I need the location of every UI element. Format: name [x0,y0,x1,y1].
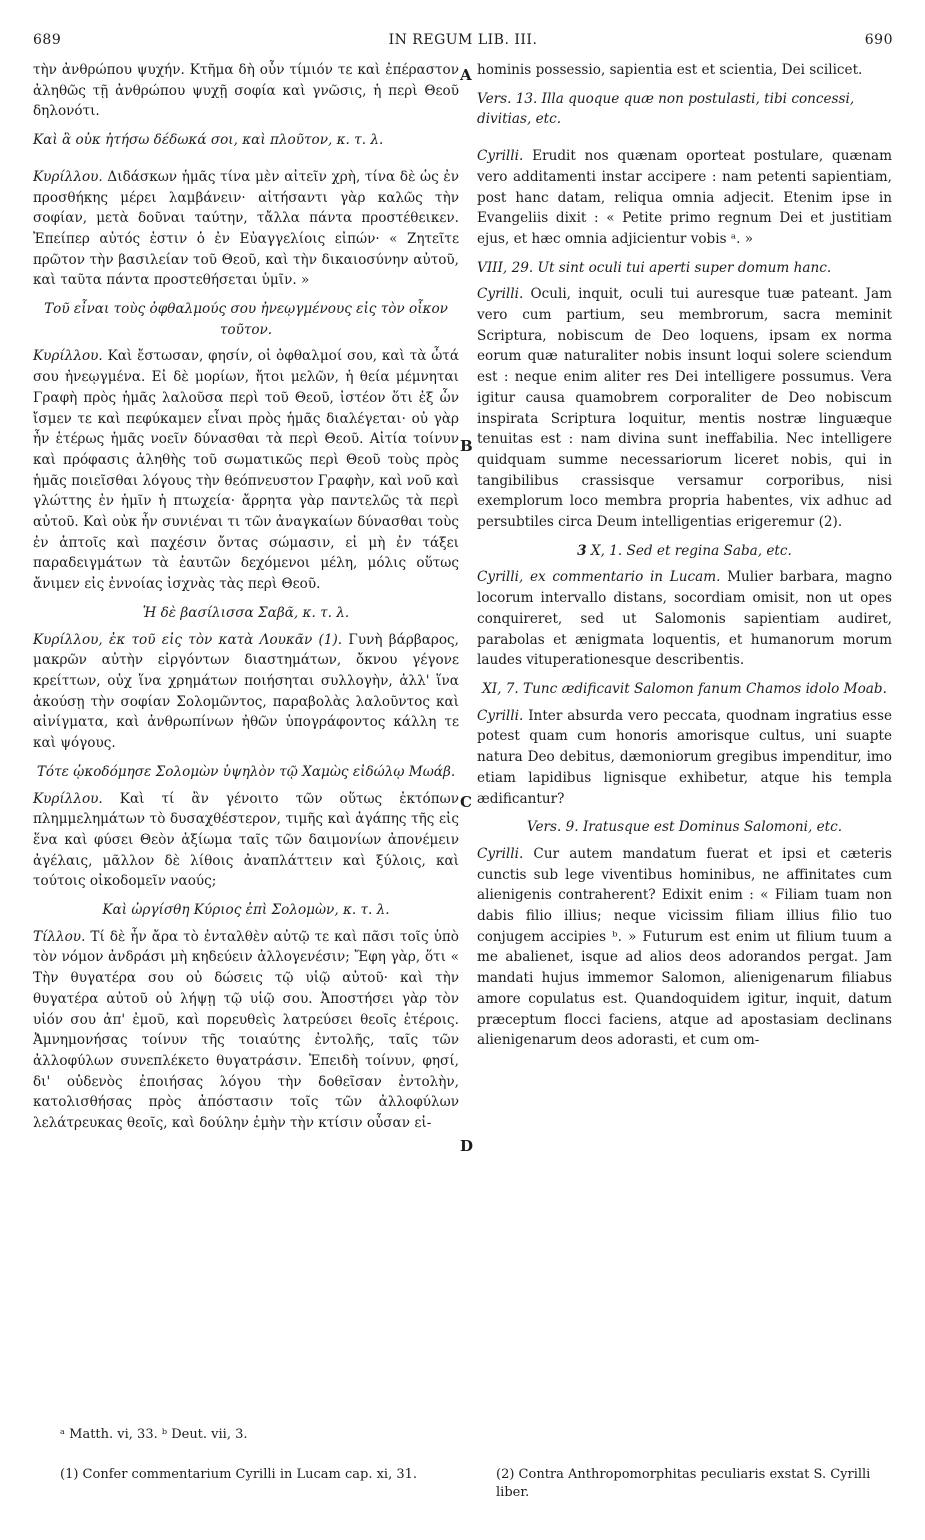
latin-lemma-heading: 3 X, 1. Sed et regina Saba, etc. [577,542,792,559]
margin-letter-b: B [460,437,473,455]
greek-lemma-heading: Καὶ ὠργίσθη Κύριος ἐπὶ Σολομὼν, κ. τ. λ. [102,902,390,919]
greek-lemma-heading: Τοῦ εἶναι τοὺς ὀφθαλμούς σου ἠνεῳγμένους εἰς τὸν οἶκον τοῦτον. [44,301,448,338]
scripture-footnotes: ᵃ Matth. vi, 33. ᵇ Deut. vii, 3. [60,1427,248,1442]
latin-text: Cur autem mandatum fuerat et ipsi et cæteris cunctis sub lege viventibus hominibus, ne affinitates cum alienigenis contraherent? Edixit enim : « Filiam tuam non dabis filio illius; neque vicissim filiam illius filio tuo conjugem accipies ᵇ. » Futurum est enim ut filium tuum a me abalienet, isque ad alios deos adorandos pergat. Jam mandati hujus immemor Salomon, alienigenarum filiabus amore copulatus est. Quandoquidem igitur, inquit, datum præceptum flocci faciens, atque ad apostasiam declinans alienigenarum deos adorasti, et cum om- [477,845,892,1049]
page-header [33,32,893,56]
latin-paragraph [477,146,892,250]
commentator-name: Κυρίλλου. [33,168,103,185]
latin-paragraph [477,706,892,810]
greek-paragraph [33,630,459,754]
commentator-name: Cyrilli. [477,845,524,862]
latin-paragraph [477,844,892,1051]
margin-letter-d: D [460,1137,474,1155]
greek-text: Γυνὴ βάρβαρος, μακρῶν αὐτὴν εἰργόντων διαστημάτων, ὄκνου γέγονε κρείττων, οὐχ ἵνα χρημάτων ποιήσηται συλλογὴν, ἀλλ' ἵνα ἀκούσῃ τὴν σοφίαν Σολομῶντος, παραβολὰς λαλοῦντος καὶ αἰνίγματα, καὶ ἀνθρωπίνων ἠθῶν ὑπογράφοντος κάλλη τε καὶ ψόγους. [33,631,459,752]
commentator-name: Cyrilli. [477,286,524,303]
footnote-right: (2) Contra Anthropomorphitas peculiaris exstat S. Cyrilli liber. [496,1467,871,1500]
latin-lemma-heading: Vers. 9. Iratusque est Dominus Salomoni, etc. [526,819,843,836]
page-number-right: 690 [864,32,893,48]
greek-text: Καὶ τί ἂν γένοιτο τῶν οὕτως ἐκτόπων πλημμελημάτων τὸ δυσαχθέστερον, τιμῆς καὶ ἀγάπης τῆς εἰς ἕνα καὶ φύσει Θεὸν ἀξίωμα ταῖς τῶν δαιμονίων ἀπονέμειν ἀγέλαις, μᾶλλον δὲ λίθοις ἀναπλάττειν καὶ ξύλοις, καὶ τούτοις οἰκοδομεῖν ναούς; [33,790,459,890]
margin-letter-c: C [460,793,472,811]
latin-text: Mulier barbara, magno locorum intervallo distans, socordiam omisit, non ut opes conquireret, sed ut Salomonis sapientiam audiret, parabolas et ænigmata loquentis, et humanorum morum laudes vituperationesque describentis. [477,569,893,669]
greek-lemma-heading: Τότε ᾠκοδόμησε Σολομὼν ὑψηλὸν τῷ Χαμὼς εἰδώλῳ Μωάβ. [36,763,456,780]
commentator-name: Cyrilli. [477,707,524,724]
latin-text: Inter absurda vero peccata, quodnam ingratius esse potest quam cum honoris amorisque cultus, uni suapte natura Deo debitus, dæmoniorum gregibus impenditur, imo etiam lapidibus lignisque exhibetur, atque his templa ædificantur? [477,707,892,807]
greek-column [33,60,459,1142]
greek-text: Τί δὲ ἦν ἄρα τὸ ἐνταλθὲν αὐτῷ τε καὶ πᾶσι τοῖς ὑπὸ τὸν νόμον ἀνδράσι μὴ κηδεύειν ἀλλογενέσιν; Ἔφη γὰρ, ὅτι « Τὴν θυγατέρα σου οὐ δώσεις τῷ υἱῷ αὐτοῦ· καὶ τὴν θυγατέρα αὐτοῦ οὐ λήψῃ τῷ υἱῷ σου. Ἀποστήσει γὰρ τὸν υἱόν σου ἀπ' ἐμοῦ, καὶ πορευθεὶς λατρεύσει θεοῖς ἑτέροις. Ἀμνημονήσας τοίνυν τῆς τοιαύτης ἐντολῆς, ταῖς τῶν ἀλλοφύλων συνεπλέκετο θυγατράσιν. Ἐπειδὴ τοίνυν, φησί, δι' οὐδενὸς ἐποιήσας λόγου τὴν δοθεῖσαν ἐντολὴν, κατολισθήσας πρὸς ἀπόστασιν τοῖς τῶν ἀλλοφύλων λελάτρευκας θεοῖς, καὶ δούλην ἐμὴν τὴν κτίσιν οὖσαν εἰ- [33,928,459,1132]
greek-lemma-heading: Καὶ ἃ οὐκ ἠτήσω δέδωκά σοι, καὶ πλοῦτον, κ. τ. λ. [33,132,384,149]
greek-paragraph [33,789,459,893]
greek-text: Διδάσκων ἡμᾶς τίνα μὲν αἰτεῖν χρὴ, τίνα δὲ ὡς ἐν προσθήκης μέρει λαμβάνειν· αἰτήσαντι γὰρ καλῶς τὴν σοφίαν, μετὰ δοῦναι ταύτην, τἄλλα πάντα προστέθεικεν. Ἐπείπερ αὐτός ἐστιν ὁ ἐν Εὐαγγελίοις εἰπών· « Ζητεῖτε πρῶτον τὴν βασιλείαν τοῦ Θεοῦ, καὶ τὴν δικαιοσύνην αὐτοῦ, καὶ ταῦτα πάντα προστεθήσεται ὑμῖν. » [33,168,459,289]
latin-text: Erudit nos quænam oporteat postulare, quænam vero additamenti instar accipere : nam petenti sapientiam, post hanc datam, reliqua omnia adjecit. Etenim ipse in Evangeliis dixit : « Petite primo regnum Dei et justitiam ejus, et hæc omnia adjicientur vobis ᵃ. » [477,148,892,247]
latin-lemma-heading: VIII, 29. Ut sint oculi tui aperti super domum hanc. [477,259,832,276]
latin-column [477,60,892,1059]
latin-paragraph [477,567,892,671]
commentator-name: Τίλλου. [33,928,86,945]
commentator-name: Κυρίλλου. [33,348,103,365]
greek-lemma-heading: Ἡ δὲ βασίλισσα Σαβᾶ, κ. τ. λ. [142,604,350,621]
latin-lemma-heading: Vers. 13. Illa quoque quæ non postulasti, tibi concessi, divitias, etc. [477,90,855,128]
greek-paragraph [33,927,459,1134]
greek-text: Καὶ ἔστωσαν, φησίν, οἱ ὀφθαλμοί σου, καὶ τὰ ὦτά σου ἠνεῳγμένα. Εἰ δὲ μορίων, ἤτοι μελῶν, ἡ θεία μέμνηται Γραφὴ πρὸς ἡμᾶς λαλοῦσα περὶ τοῦ Θεοῦ, ἰστέον ὅτι ἐξ ὧν ἴσμεν τε καὶ πεφύκαμεν εἶναι πρὸς ἡμᾶς διαλέγεται· οὐ γὰρ ἦν ἑτέρως ἡμᾶς νοεῖν δύνασθαι τὰ περὶ Θεοῦ. Αἰτία τοίνυν καὶ πρόφασις ἀληθὴς τοῦ σωματικῶς περὶ Θεοῦ τοὺς πρὸς ἡμᾶς ποιεῖσθαι λόγους τὴν θεόπνευστον Γραφὴν, καὶ νοῦ καὶ γλώττης ἐν ἡμῖν ἡ πτωχεία· ἄρρητα γὰρ παντελῶς τὰ περὶ αὐτοῦ. Καὶ οὐκ ἦν συνιέναι τι τῶν ἀναγκαίων δύνασθαι τοὺς ἐν ἁπτοῖς καὶ παχέσιν ὄντας σώμασιν, εἰ μὴ ἐν τάξει παραδειγμάτων τὰ ἑαυτῶν δεχόμενοι μέλη, μόλις οὕτως ἄνιμεν εἰς ἐννοίας ἰσχνὰς τὰς περὶ Θεοῦ. [33,348,459,593]
margin-letter-a: A [460,66,472,84]
latin-text: Oculi, inquit, oculi tui auresque tuæ pateant. Jam vero cum partium, seu membrorum, sacra meminit Scriptura, nobiscum de Deo loquens, ipsam ex norma eorum quæ naturaliter nobis insunt loqui solere sciendum est : neque enim aliter res Dei intelligere possumus. Vera igitur causa quamobrem corporaliter de Deo nobiscum inspirata Scriptura loquitur, mentis nostræ linguæque tenuitas est : nam divina sunt ineffabilia. Nec intelligere quidquam summe necessariorum liceret nobis, qui in tangibilibus crassisque versamur corporibus, nisi exemplorum loco membra propria habentes, vix adhuc ad persubtiles circa Deum intelligentias erigeremur (2). [477,286,892,531]
latin-paragraph [477,284,892,532]
commentator-name: Cyrilli, ex commentario in Lucam. [477,569,721,586]
commentator-name: Cyrilli. [477,148,524,165]
commentator-name: Κυρίλλου. [33,790,103,807]
running-title: IN REGUM LIB. III. [388,32,538,48]
footnote-left: (1) Confer commentarium Cyrilli in Lucam cap. xi, 31. [60,1467,418,1482]
greek-paragraph: τὴν ἀνθρώπου ψυχήν. Κτῆμα δὴ οὖν τίμιόν τε καὶ ἐπέραστον ἀληθῶς τῇ ἀνθρώπου ψυχῇ σοφία καὶ γνῶσις, ἡ περὶ Θεοῦ δηλονότι. [33,62,459,120]
commentator-name: Κυρίλλου, ἐκ τοῦ εἰς τὸν κατὰ Λουκᾶν (1). [33,631,343,648]
greek-paragraph [33,167,459,291]
page-number-left: 689 [33,32,62,48]
column-marker: 3 [577,542,587,559]
latin-lemma-heading: XI, 7. Tunc ædificavit Salomon fanum Chamos idolo Moab. [482,680,887,697]
greek-paragraph [33,346,459,594]
latin-paragraph: hominis possessio, sapientia est et scientia, Dei scilicet. [477,62,863,78]
